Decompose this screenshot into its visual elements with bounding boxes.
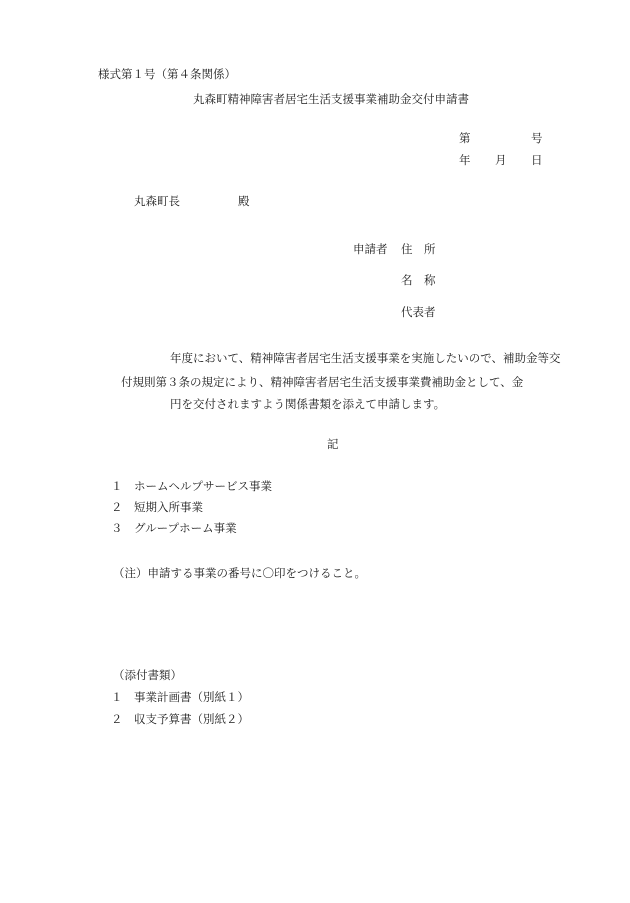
item-number: １ [111, 479, 123, 493]
doc-number-prefix: 第 [459, 131, 471, 145]
item-label: 短期入所事業 [134, 500, 203, 514]
item-number: ３ [111, 521, 123, 535]
applicant-address-label: 住 所 [401, 242, 436, 256]
document-title: 丸森町精神障害者居宅生活支援事業補助金交付申請書 [193, 92, 469, 106]
addressee-name: 丸森町長 [134, 194, 180, 208]
applicant-label: 申請者 [353, 242, 388, 256]
ki-heading: 記 [327, 437, 339, 451]
attachment-label: 収支予算書（別紙２） [134, 712, 249, 726]
body-line-3: 円を交付されますよう関係書類を添えて申請します。 [170, 397, 446, 411]
body-line-2: 付規則第３条の規定により、精神障害者居宅生活支援事業費補助金として、金 [121, 375, 524, 389]
item-label: ホームヘルプサービス事業 [134, 479, 272, 493]
doc-number-suffix: 号 [531, 131, 543, 145]
form-number: 様式第１号（第４条関係） [98, 67, 236, 81]
attachment-label: 事業計画書（別紙１） [134, 690, 249, 704]
applicant-representative-label: 代表者 [401, 305, 436, 319]
item-number: ２ [111, 500, 123, 514]
date-day-label: 日 [531, 153, 543, 167]
attachment-number: ２ [111, 712, 123, 726]
date-year-label: 年 [459, 153, 471, 167]
note-text: （注）申請する事業の番号に〇印をつけること。 [113, 566, 366, 580]
body-line-1: 年度において、精神障害者居宅生活支援事業を実施したいので、補助金等交 [170, 351, 561, 365]
item-label: グループホーム事業 [134, 521, 237, 535]
date-month-label: 月 [495, 153, 507, 167]
attachment-number: １ [111, 690, 123, 704]
applicant-name-label: 名 称 [401, 273, 436, 287]
addressee-honorific: 殿 [238, 194, 250, 208]
attachments-heading: （添付書類） [113, 668, 182, 682]
